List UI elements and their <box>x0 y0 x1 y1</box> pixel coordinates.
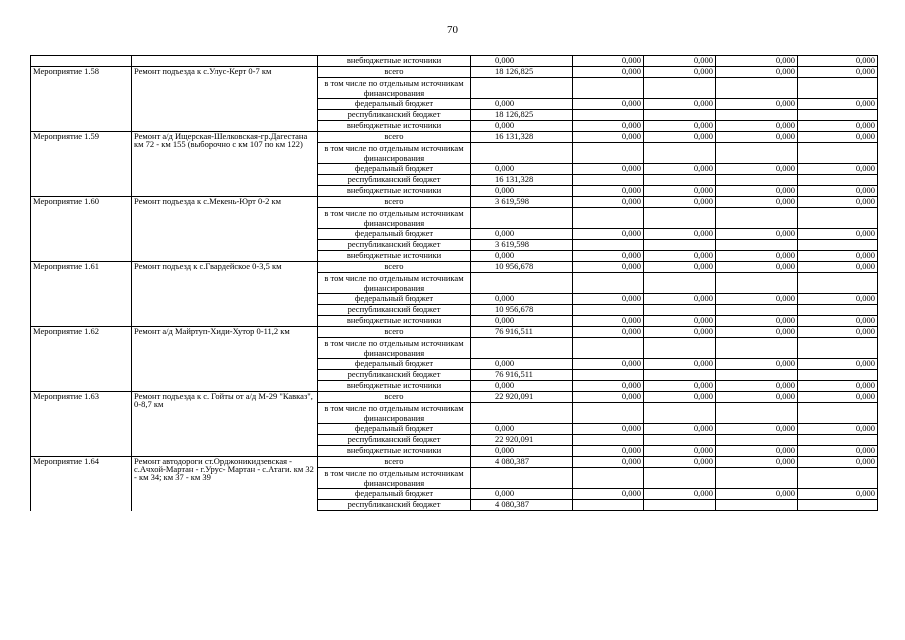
value-cell: 0,000 <box>573 164 644 175</box>
value-cell <box>716 78 798 99</box>
value-cell: 0,000 <box>644 262 716 273</box>
value-cell: 0,000 <box>471 294 573 305</box>
value-cell: 0,000 <box>644 164 716 175</box>
value-cell: 0,000 <box>644 327 716 338</box>
value-cell <box>798 78 878 99</box>
source-cell: в том числе по отдельным источникам финансирования <box>318 143 471 164</box>
value-cell: 0,000 <box>798 294 878 305</box>
value-cell: 0,000 <box>716 132 798 143</box>
value-cell: 0,000 <box>471 164 573 175</box>
source-cell: федеральный бюджет <box>318 99 471 110</box>
value-cell: 0,000 <box>471 229 573 240</box>
value-cell <box>471 78 573 99</box>
source-cell: в том числе по отдельным источникам финансирования <box>318 338 471 359</box>
table-row <box>31 327 878 338</box>
value-cell <box>798 208 878 229</box>
value-cell: 0,000 <box>471 424 573 435</box>
value-cell <box>716 273 798 294</box>
value-cell: 0,000 <box>471 56 573 67</box>
value-cell: 0,000 <box>716 67 798 78</box>
value-cell: 0,000 <box>716 99 798 110</box>
value-cell <box>716 143 798 164</box>
table-row <box>31 56 878 67</box>
value-cell: 0,000 <box>644 67 716 78</box>
value-cell: 0,000 <box>716 424 798 435</box>
event-name-cell: Ремонт подъезда к с. Гойты от а/д М-29 "Кавказ", 0-8,7 км <box>132 392 318 457</box>
measure-cell: Мероприятие 1.59 <box>31 132 132 197</box>
value-cell: 0,000 <box>471 251 573 262</box>
value-cell: 0,000 <box>573 67 644 78</box>
value-cell <box>644 273 716 294</box>
value-cell: 0,000 <box>471 316 573 327</box>
value-cell: 0,000 <box>644 381 716 392</box>
value-cell <box>573 208 644 229</box>
value-cell: 0,000 <box>716 251 798 262</box>
source-cell: всего <box>318 197 471 208</box>
value-cell <box>798 435 878 446</box>
value-cell: 0,000 <box>644 294 716 305</box>
event-name-cell: Ремонт подъезда к с.Улус-Керт 0-7 км <box>132 67 318 132</box>
value-cell: 0,000 <box>798 381 878 392</box>
value-cell: 0,000 <box>573 56 644 67</box>
value-cell <box>644 175 716 186</box>
value-cell <box>716 110 798 121</box>
value-cell: 0,000 <box>798 164 878 175</box>
value-cell: 0,000 <box>644 229 716 240</box>
value-cell: 0,000 <box>716 164 798 175</box>
value-cell: 0,000 <box>573 251 644 262</box>
event-name-cell: Ремонт а/д Майртуп-Хиди-Хутор 0-11,2 км <box>132 327 318 392</box>
value-cell <box>573 78 644 99</box>
measure-cell: Мероприятие 1.62 <box>31 327 132 392</box>
source-cell: республиканский бюджет <box>318 110 471 121</box>
measure-cell: Мероприятие 1.61 <box>31 262 132 327</box>
table-row <box>31 197 878 208</box>
value-cell: 0,000 <box>573 197 644 208</box>
value-cell: 16 131,328 <box>471 175 573 186</box>
source-cell: республиканский бюджет <box>318 240 471 251</box>
value-cell: 0,000 <box>471 121 573 132</box>
value-cell: 0,000 <box>716 359 798 370</box>
measure-cell: Мероприятие 1.58 <box>31 67 132 132</box>
source-cell: всего <box>318 327 471 338</box>
value-cell: 10 956,678 <box>471 262 573 273</box>
event-name-cell: Ремонт автодороги ст.Орджоникидзевская - с.Ачхой-Мартан - г.Урус- Мартан - с.Атаги. км 32 - км 34; км 37 - км 39 <box>132 457 318 511</box>
value-cell <box>644 338 716 359</box>
value-cell <box>716 370 798 381</box>
value-cell <box>573 435 644 446</box>
value-cell: 18 126,825 <box>471 67 573 78</box>
value-cell <box>573 338 644 359</box>
source-cell: республиканский бюджет <box>318 435 471 446</box>
value-cell: 0,000 <box>644 56 716 67</box>
value-cell <box>798 240 878 251</box>
value-cell: 0,000 <box>716 229 798 240</box>
value-cell: 0,000 <box>798 197 878 208</box>
value-cell: 0,000 <box>471 381 573 392</box>
measure-cell <box>31 56 132 67</box>
value-cell <box>644 78 716 99</box>
value-cell: 0,000 <box>573 327 644 338</box>
value-cell: 0,000 <box>471 359 573 370</box>
value-cell <box>716 240 798 251</box>
value-cell: 0,000 <box>798 392 878 403</box>
value-cell: 0,000 <box>716 56 798 67</box>
table-row <box>31 392 878 403</box>
table-row <box>31 457 878 468</box>
value-cell: 0,000 <box>798 56 878 67</box>
value-cell: 0,000 <box>573 446 644 457</box>
value-cell: 0,000 <box>798 446 878 457</box>
value-cell: 0,000 <box>573 359 644 370</box>
source-cell: внебюджетные источники <box>318 381 471 392</box>
value-cell <box>573 240 644 251</box>
value-cell <box>798 143 878 164</box>
value-cell: 0,000 <box>716 446 798 457</box>
value-cell <box>573 500 644 511</box>
value-cell <box>573 370 644 381</box>
value-cell: 0,000 <box>716 457 798 468</box>
value-cell <box>573 305 644 316</box>
value-cell <box>471 273 573 294</box>
value-cell: 0,000 <box>716 381 798 392</box>
value-cell: 0,000 <box>798 132 878 143</box>
page-number: 70 <box>447 24 458 36</box>
value-cell: 0,000 <box>644 251 716 262</box>
source-cell: федеральный бюджет <box>318 294 471 305</box>
value-cell <box>716 468 798 489</box>
value-cell: 0,000 <box>798 327 878 338</box>
value-cell: 0,000 <box>798 99 878 110</box>
measure-cell: Мероприятие 1.60 <box>31 197 132 262</box>
value-cell: 0,000 <box>798 457 878 468</box>
value-cell <box>798 338 878 359</box>
value-cell <box>471 403 573 424</box>
value-cell: 0,000 <box>798 229 878 240</box>
source-cell: всего <box>318 392 471 403</box>
value-cell: 3 619,598 <box>471 240 573 251</box>
value-cell <box>573 403 644 424</box>
value-cell: 0,000 <box>716 186 798 197</box>
value-cell: 3 619,598 <box>471 197 573 208</box>
value-cell <box>798 305 878 316</box>
source-cell: внебюджетные источники <box>318 121 471 132</box>
value-cell: 0,000 <box>716 316 798 327</box>
source-cell: республиканский бюджет <box>318 500 471 511</box>
value-cell: 0,000 <box>644 197 716 208</box>
value-cell: 0,000 <box>798 121 878 132</box>
measure-cell: Мероприятие 1.64 <box>31 457 132 511</box>
value-cell: 0,000 <box>798 424 878 435</box>
source-cell: федеральный бюджет <box>318 489 471 500</box>
value-cell: 22 920,091 <box>471 392 573 403</box>
value-cell: 4 080,387 <box>471 500 573 511</box>
source-cell: внебюджетные источники <box>318 186 471 197</box>
value-cell: 0,000 <box>471 186 573 197</box>
value-cell <box>644 110 716 121</box>
event-name-cell: Ремонт подъезда к с.Мекень-Юрт 0-2 км <box>132 197 318 262</box>
name-cell <box>132 56 318 67</box>
value-cell: 0,000 <box>573 294 644 305</box>
value-cell: 0,000 <box>573 457 644 468</box>
value-cell <box>644 403 716 424</box>
value-cell: 0,000 <box>573 424 644 435</box>
value-cell: 0,000 <box>471 446 573 457</box>
value-cell: 0,000 <box>644 424 716 435</box>
value-cell <box>644 143 716 164</box>
value-cell: 0,000 <box>573 489 644 500</box>
source-cell: федеральный бюджет <box>318 424 471 435</box>
value-cell <box>573 273 644 294</box>
value-cell: 16 131,328 <box>471 132 573 143</box>
value-cell <box>644 240 716 251</box>
value-cell <box>471 143 573 164</box>
table-row <box>31 262 878 273</box>
source-cell: в том числе по отдельным источникам финансирования <box>318 208 471 229</box>
value-cell <box>716 305 798 316</box>
value-cell <box>471 468 573 489</box>
financing-table <box>30 55 878 511</box>
value-cell <box>716 435 798 446</box>
value-cell: 22 920,091 <box>471 435 573 446</box>
value-cell: 0,000 <box>573 316 644 327</box>
value-cell: 0,000 <box>716 121 798 132</box>
value-cell <box>716 175 798 186</box>
value-cell <box>798 110 878 121</box>
value-cell <box>573 110 644 121</box>
value-cell: 76 916,511 <box>471 370 573 381</box>
event-name-cell: Ремонт а/д Ищерская-Шелковская-гр.Дагестана км 72 - км 155 (выборочно с км 107 по км 122) <box>132 132 318 197</box>
value-cell <box>644 468 716 489</box>
value-cell: 18 126,825 <box>471 110 573 121</box>
table-row <box>31 132 878 143</box>
value-cell <box>798 403 878 424</box>
source-cell: в том числе по отдельным источникам финансирования <box>318 468 471 489</box>
measure-cell: Мероприятие 1.63 <box>31 392 132 457</box>
value-cell: 0,000 <box>573 381 644 392</box>
value-cell <box>798 500 878 511</box>
value-cell: 0,000 <box>471 99 573 110</box>
value-cell: 0,000 <box>644 186 716 197</box>
value-cell: 0,000 <box>716 294 798 305</box>
value-cell: 0,000 <box>573 262 644 273</box>
value-cell: 0,000 <box>573 392 644 403</box>
value-cell: 4 080,387 <box>471 457 573 468</box>
value-cell: 0,000 <box>644 316 716 327</box>
value-cell <box>716 403 798 424</box>
value-cell: 0,000 <box>798 316 878 327</box>
value-cell: 0,000 <box>798 489 878 500</box>
source-cell: всего <box>318 457 471 468</box>
source-cell: республиканский бюджет <box>318 175 471 186</box>
value-cell <box>644 435 716 446</box>
value-cell: 0,000 <box>573 132 644 143</box>
value-cell: 0,000 <box>644 457 716 468</box>
source-cell: всего <box>318 262 471 273</box>
value-cell <box>573 143 644 164</box>
value-cell <box>644 305 716 316</box>
value-cell: 0,000 <box>644 121 716 132</box>
source-cell: внебюджетные источники <box>318 56 471 67</box>
value-cell: 0,000 <box>716 392 798 403</box>
value-cell: 0,000 <box>573 99 644 110</box>
source-cell: федеральный бюджет <box>318 164 471 175</box>
source-cell: внебюджетные источники <box>318 316 471 327</box>
value-cell <box>573 468 644 489</box>
value-cell: 10 956,678 <box>471 305 573 316</box>
value-cell <box>471 338 573 359</box>
value-cell: 0,000 <box>644 99 716 110</box>
value-cell <box>644 500 716 511</box>
value-cell <box>644 370 716 381</box>
value-cell: 0,000 <box>573 121 644 132</box>
value-cell: 0,000 <box>644 392 716 403</box>
value-cell: 0,000 <box>644 446 716 457</box>
value-cell <box>644 208 716 229</box>
source-cell: внебюджетные источники <box>318 446 471 457</box>
source-cell: республиканский бюджет <box>318 370 471 381</box>
source-cell: федеральный бюджет <box>318 229 471 240</box>
source-cell: всего <box>318 132 471 143</box>
value-cell: 0,000 <box>798 359 878 370</box>
value-cell: 0,000 <box>798 67 878 78</box>
source-cell: в том числе по отдельным источникам финансирования <box>318 78 471 99</box>
table-row <box>31 67 878 78</box>
source-cell: республиканский бюджет <box>318 305 471 316</box>
value-cell: 0,000 <box>644 132 716 143</box>
value-cell: 0,000 <box>573 229 644 240</box>
value-cell: 0,000 <box>471 489 573 500</box>
value-cell <box>798 175 878 186</box>
value-cell: 0,000 <box>716 489 798 500</box>
event-name-cell: Ремонт подъезд к с.Гвардейское 0-3,5 км <box>132 262 318 327</box>
value-cell: 0,000 <box>716 327 798 338</box>
value-cell: 0,000 <box>798 186 878 197</box>
value-cell: 0,000 <box>573 186 644 197</box>
value-cell: 0,000 <box>798 262 878 273</box>
value-cell: 0,000 <box>716 262 798 273</box>
source-cell: внебюджетные источники <box>318 251 471 262</box>
value-cell <box>798 468 878 489</box>
value-cell: 0,000 <box>798 251 878 262</box>
value-cell <box>716 338 798 359</box>
source-cell: в том числе по отдельным источникам финансирования <box>318 273 471 294</box>
value-cell <box>716 208 798 229</box>
source-cell: всего <box>318 67 471 78</box>
value-cell: 0,000 <box>644 489 716 500</box>
value-cell: 0,000 <box>716 197 798 208</box>
value-cell <box>471 208 573 229</box>
value-cell <box>573 175 644 186</box>
value-cell: 0,000 <box>644 359 716 370</box>
value-cell <box>798 273 878 294</box>
source-cell: в том числе по отдельным источникам финансирования <box>318 403 471 424</box>
value-cell <box>798 370 878 381</box>
value-cell: 76 916,511 <box>471 327 573 338</box>
value-cell <box>716 500 798 511</box>
source-cell: федеральный бюджет <box>318 359 471 370</box>
